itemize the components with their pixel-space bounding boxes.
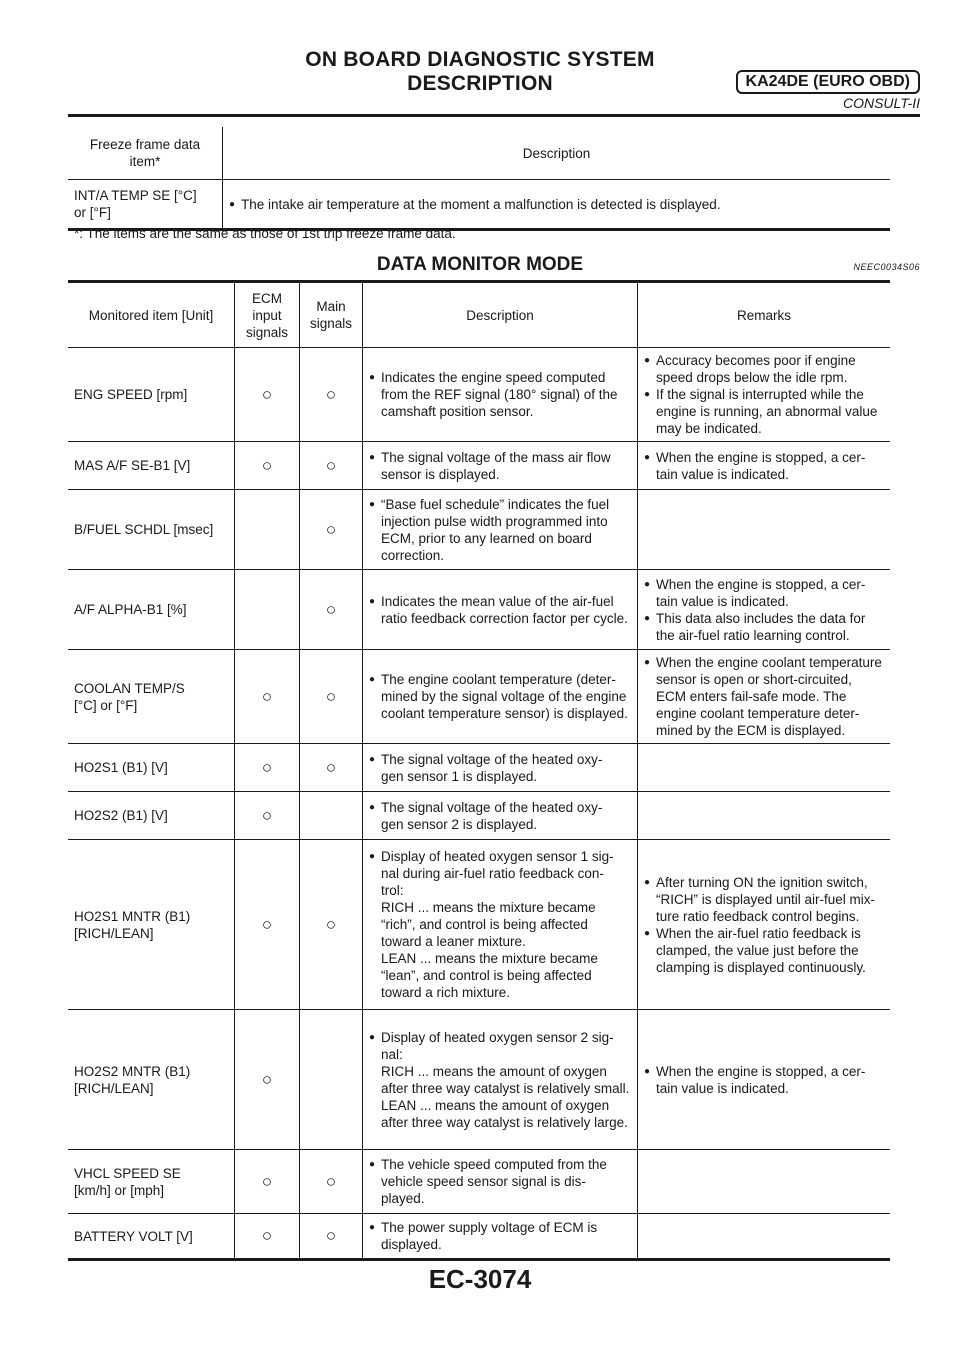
ecm-signal-mark-icon: ○	[261, 455, 273, 475]
data-monitor-table	[68, 280, 890, 1261]
main-signal-mark-icon: ○	[325, 757, 337, 777]
main-signal-cell	[300, 650, 363, 744]
main-signal-cell	[300, 1214, 363, 1260]
remarks-cell	[638, 348, 891, 442]
description-cell	[363, 1150, 638, 1214]
table-row	[68, 490, 890, 570]
description-cell	[363, 1010, 638, 1150]
description-cell	[363, 840, 638, 1010]
list-item: ● Accuracy becomes poor if engine speed drops below the idle rpm.	[644, 352, 884, 386]
freeze-frame-note: *: The items are the same as those of 1st trip freeze frame data.	[74, 226, 456, 241]
list-item: ● The signal voltage of the heated oxy- gen sensor 2 is displayed.	[369, 799, 631, 833]
ecm-input-signal-cell	[235, 1150, 300, 1214]
remarks-cell	[638, 792, 891, 840]
table-row	[68, 348, 890, 442]
description-cell	[363, 442, 638, 490]
data-monitor-body	[68, 348, 890, 1260]
bullet-list	[369, 1219, 631, 1253]
remarks-cell	[638, 490, 891, 570]
description-cell	[363, 792, 638, 840]
list-item: ● The power supply voltage of ECM is displayed.	[369, 1219, 631, 1253]
main-signal-cell	[300, 442, 363, 490]
page-number: EC-3074	[428, 1264, 532, 1294]
freeze-frame-description	[223, 180, 891, 230]
header-main-signals: Main signals	[300, 282, 363, 348]
main-signal-mark-icon: ○	[325, 519, 337, 539]
ecm-signal-mark-icon: ○	[261, 384, 273, 404]
list-item: ● When the engine is stopped, a cer- tain value is indicated.	[644, 449, 884, 483]
monitored-item: HO2S1 (B1) [V]	[68, 744, 235, 792]
header-title-line2: DESCRIPTION	[407, 72, 553, 95]
description-cell	[363, 490, 638, 570]
list-item: ● When the air-fuel ratio feedback is clamped, the value just before the clamping is displayed continuously.	[644, 925, 884, 976]
main-signal-mark-icon: ○	[325, 1171, 337, 1191]
bullet-list	[369, 496, 631, 564]
description-cell	[363, 650, 638, 744]
header-remarks: Remarks	[638, 282, 891, 348]
ecm-input-signal-cell	[235, 840, 300, 1010]
list-item: ● Indicates the engine speed computed from the REF signal (180° signal) of the camshaft position sensor.	[369, 369, 631, 420]
freeze-frame-header-item: Freeze frame data item*	[68, 127, 223, 180]
bullet-list	[644, 874, 884, 976]
table-row	[68, 1010, 890, 1150]
bullet-list	[369, 369, 631, 420]
section-title: DATA MONITOR MODE	[376, 254, 584, 275]
monitored-item: HO2S2 (B1) [V]	[68, 792, 235, 840]
monitored-item: HO2S1 MNTR (B1) [RICH/LEAN]	[68, 840, 235, 1010]
ecm-input-signal-cell	[235, 490, 300, 570]
main-signal-cell	[300, 490, 363, 570]
list-item: ● When the engine is stopped, a cer- tain value is indicated.	[644, 576, 884, 610]
list-item: ● Display of heated oxygen sensor 2 sig- nal: RICH ... means the amount of oxygen after three way catalyst is relatively small. LEAN ... means the amount of oxygen after three way catalyst is relatively large.	[369, 1029, 631, 1131]
description-cell	[363, 1214, 638, 1260]
table-row	[68, 744, 890, 792]
ecm-input-signal-cell	[235, 570, 300, 650]
ecm-input-signal-cell	[235, 442, 300, 490]
bullet-list	[369, 751, 631, 785]
main-signal-mark-icon: ○	[325, 455, 337, 475]
bullet-list	[644, 654, 884, 739]
remarks-cell	[638, 1150, 891, 1214]
main-signal-mark-icon: ○	[325, 914, 337, 934]
ecm-input-signal-cell	[235, 1214, 300, 1260]
page-header	[0, 0, 960, 122]
list-item: ● The engine coolant temperature (deter- mined by the signal voltage of the engine coolant temperature sensor) is displayed.	[369, 671, 631, 722]
monitored-item: BATTERY VOLT [V]	[68, 1214, 235, 1260]
bullet-list	[644, 576, 884, 644]
ecm-input-signal-cell	[235, 792, 300, 840]
monitored-item: COOLAN TEMP/S [°C] or [°F]	[68, 650, 235, 744]
table-row	[68, 180, 890, 230]
bullet-list	[369, 848, 631, 1001]
bullet-list	[644, 1063, 884, 1097]
list-item: ● After turning ON the ignition switch, “RICH” is displayed until air-fuel mix- ture ratio feedback control begins.	[644, 874, 884, 925]
table-row	[68, 650, 890, 744]
bullet-list	[369, 1156, 631, 1207]
bullet-list	[644, 352, 884, 437]
monitored-item: VHCL SPEED SE [km/h] or [mph]	[68, 1150, 235, 1214]
table-row	[68, 840, 890, 1010]
table-row	[68, 442, 890, 490]
table-row	[68, 1214, 890, 1260]
list-item: ● If the signal is interrupted while the engine is running, an abnormal value may be indicated.	[644, 386, 884, 437]
bullet-list	[369, 671, 631, 722]
main-signal-cell	[300, 792, 363, 840]
list-item: ● “Base fuel schedule” indicates the fuel injection pulse width programmed into ECM, prior to any learned on board correction.	[369, 496, 631, 564]
list-item: ● This data also includes the data for the air-fuel ratio learning control.	[644, 610, 884, 644]
monitored-item: HO2S2 MNTR (B1) [RICH/LEAN]	[68, 1010, 235, 1150]
list-item: ● The signal voltage of the heated oxy- gen sensor 1 is displayed.	[369, 751, 631, 785]
section-code: NEEC0034S06	[853, 262, 920, 272]
main-signal-mark-icon: ○	[325, 1226, 337, 1245]
header-description: Description	[363, 282, 638, 348]
main-signal-cell	[300, 348, 363, 442]
description-cell	[363, 744, 638, 792]
list-item: ● Display of heated oxygen sensor 1 sig- nal during air-fuel ratio feedback con- trol: RICH ... means the mixture became “rich”, and control is being affected toward a leaner mixture. LEAN ... means the mixture became “lean”, and control is being affected toward a rich mixture.	[369, 848, 631, 1001]
ecm-signal-mark-icon: ○	[261, 805, 273, 825]
remarks-cell	[638, 1214, 891, 1260]
bullet-list	[644, 449, 884, 483]
main-signal-cell	[300, 570, 363, 650]
monitored-item: B/FUEL SCHDL [msec]	[68, 490, 235, 570]
list-item: ● The signal voltage of the mass air flow sensor is displayed.	[369, 449, 631, 483]
bullet-list	[369, 593, 631, 627]
list-item: ● The vehicle speed computed from the vehicle speed sensor signal is dis- played.	[369, 1156, 631, 1207]
table-row	[68, 1150, 890, 1214]
header-monitored-item: Monitored item [Unit]	[68, 282, 235, 348]
freeze-frame-item: INT/A TEMP SE [°C] or [°F]	[68, 180, 223, 230]
engine-model-badge: KA24DE (EURO OBD)	[736, 70, 920, 94]
ecm-signal-mark-icon: ○	[261, 914, 273, 934]
table-row	[68, 570, 890, 650]
ecm-input-signal-cell	[235, 744, 300, 792]
remarks-cell	[638, 650, 891, 744]
bullet-list	[369, 799, 631, 833]
main-signal-mark-icon: ○	[325, 384, 337, 404]
ecm-signal-mark-icon: ○	[261, 757, 273, 777]
monitored-item: ENG SPEED [rpm]	[68, 348, 235, 442]
main-signal-cell	[300, 744, 363, 792]
ecm-signal-mark-icon: ○	[261, 1171, 273, 1191]
ecm-signal-mark-icon: ○	[261, 1069, 273, 1089]
remarks-cell	[638, 442, 891, 490]
header-subtitle: CONSULT-II	[842, 95, 920, 111]
ecm-input-signal-cell	[235, 650, 300, 744]
description-cell	[363, 570, 638, 650]
freeze-frame-header-description: Description	[223, 127, 891, 180]
header-ecm-input-signals: ECM input signals	[235, 282, 300, 348]
list-item: ● When the engine coolant temperature sensor is open or short-circuited, ECM enters fail-safe mode. The engine coolant temperature deter- mined by the ECM is displayed.	[644, 654, 884, 739]
remarks-cell	[638, 570, 891, 650]
header-title-line1: ON BOARD DIAGNOSTIC SYSTEM	[305, 48, 655, 71]
ecm-input-signal-cell	[235, 1010, 300, 1150]
remarks-cell	[638, 744, 891, 792]
remarks-cell	[638, 1010, 891, 1150]
list-item: ● The intake air temperature at the moment a malfunction is detected is displayed.	[229, 196, 884, 213]
ecm-signal-mark-icon: ○	[261, 686, 273, 706]
bullet-list	[369, 1029, 631, 1131]
ecm-input-signal-cell	[235, 348, 300, 442]
header-divider	[68, 114, 920, 117]
monitored-item: A/F ALPHA-B1 [%]	[68, 570, 235, 650]
freeze-frame-table	[68, 127, 890, 231]
description-cell	[363, 348, 638, 442]
list-item: ● Indicates the mean value of the air-fuel ratio feedback correction factor per cycle.	[369, 593, 631, 627]
remarks-cell	[638, 840, 891, 1010]
ecm-signal-mark-icon: ○	[261, 1226, 273, 1245]
bullet-list	[369, 449, 631, 483]
main-signal-cell	[300, 1150, 363, 1214]
main-signal-mark-icon: ○	[325, 686, 337, 706]
list-item: ● When the engine is stopped, a cer- tain value is indicated.	[644, 1063, 884, 1097]
main-signal-cell	[300, 840, 363, 1010]
main-signal-cell	[300, 1010, 363, 1150]
table-row	[68, 792, 890, 840]
main-signal-mark-icon: ○	[325, 599, 337, 619]
monitored-item: MAS A/F SE-B1 [V]	[68, 442, 235, 490]
